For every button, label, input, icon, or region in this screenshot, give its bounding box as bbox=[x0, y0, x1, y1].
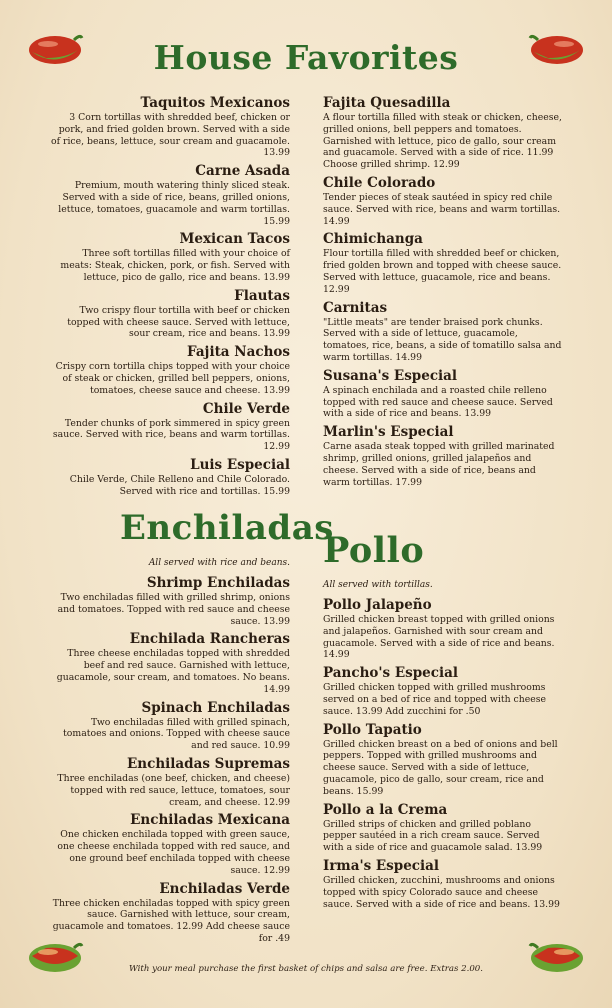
item-name: Luis Especial bbox=[190, 456, 290, 473]
item-desc: Grilled strips of chicken and grilled poblano pepper sautéed in a rich cream sauce. Served with a side of rice and guacamole salad. 13.99 bbox=[323, 818, 543, 854]
item-name: Carne Asada bbox=[195, 163, 290, 180]
house-favorites-left-column bbox=[50, 95, 290, 502]
menu-item bbox=[50, 631, 290, 695]
menu-item bbox=[50, 457, 290, 498]
menu-item bbox=[323, 597, 563, 661]
menu-item bbox=[50, 95, 290, 159]
item-desc: Three chicken enchiladas topped with spicy green sauce. Garnished with lettuce, sour cream, guacamole and tomatoes. 12.99 Add cheese sauce for .49 bbox=[52, 897, 290, 944]
item-name: Fajita Quesadilla bbox=[323, 95, 451, 111]
item-desc: Premium, mouth watering thinly sliced steak. Served with a side of rice, beans, grilled onions, lettuce, tomatoes, guacamole and warm tortillas. 15.99 bbox=[58, 180, 290, 227]
item-name: Flautas bbox=[234, 287, 290, 304]
item-name: Chimichanga bbox=[323, 231, 423, 248]
item-name: Susana's Especial bbox=[323, 367, 458, 384]
enchiladas-title: Enchiladas bbox=[120, 508, 334, 548]
house-favorites-right-column bbox=[323, 95, 563, 492]
item-name: Enchiladas Mexicana bbox=[130, 812, 290, 829]
item-name: Pancho's Especial bbox=[323, 665, 458, 682]
item-name: Taquitos Mexicanos bbox=[140, 95, 290, 111]
menu-item bbox=[323, 95, 563, 171]
item-desc: One chicken enchilada topped with green sauce, one cheese enchilada topped with red sauce, and one ground beef enchilada topped with cheese sauce. 12.99 bbox=[57, 829, 290, 876]
house-favorites-title: House Favorites bbox=[153, 38, 459, 77]
pollo-title: Pollo bbox=[323, 530, 425, 571]
item-desc: Two crispy flour tortilla with beef or chicken topped with cheese sauce. Served with lettuce, sour cream, rice and beans. 13.99 bbox=[67, 304, 290, 340]
item-desc: Carne asada steak topped with grilled marinated shrimp, grilled onions, grilled jalapeños and cheese. Served with a side of rice, beans and warm tortillas. 17.99 bbox=[323, 441, 555, 488]
menu-item bbox=[323, 300, 563, 364]
item-name: Fajita Nachos bbox=[186, 344, 290, 361]
item-name: Enchiladas Supremas bbox=[127, 755, 290, 772]
item-name: Carnitas bbox=[323, 299, 388, 316]
item-desc: Grilled chicken breast on a bed of onions and bell peppers. Topped with grilled mushrooms and cheese sauce. Served with a side of lettuce, guacamole, pico de gallo, sour cream, rice and beans. 15.99 bbox=[323, 738, 558, 797]
item-desc: Two enchiladas filled with grilled shrimp, onions and tomatoes. Topped with red sauce and cheese sauce. 13.99 bbox=[57, 592, 290, 627]
menu-item bbox=[50, 756, 290, 808]
item-desc: Crispy corn tortilla chips topped with your choice of steak or chicken, grilled bell peppers, onions, tomatoes, cheese sauce and cheese. 13.99 bbox=[55, 361, 290, 396]
menu-item bbox=[50, 344, 290, 396]
menu-item bbox=[323, 858, 563, 910]
item-name: Chile Colorado bbox=[323, 174, 436, 191]
item-name: Enchiladas Verde bbox=[159, 880, 290, 897]
item-desc: Two enchiladas filled with grilled spinach, tomatoes and onions. Topped with cheese sauce and red sauce. 10.99 bbox=[63, 716, 290, 752]
item-desc: 3 Corn tortillas with shredded beef, chicken or pork, and fried golden brown. Served with a side of rice, beans, lettuce, sour cream and guacamole. 13.99 bbox=[51, 112, 290, 159]
item-desc: A spinach enchilada and a roasted chile relleno topped with red sauce and cheese sauce. Served with a side of rice and beans. 13.99 bbox=[323, 384, 553, 420]
menu-item bbox=[50, 881, 290, 945]
menu-item bbox=[50, 401, 290, 453]
item-name: Marlin's Especial bbox=[323, 424, 454, 441]
menu-item bbox=[323, 424, 563, 488]
item-desc: Three cheese enchiladas topped with shredded beef and red sauce. Garnished with lettuce, guacamole, sour cream, and tomatoes. No beans. 14.99 bbox=[56, 648, 290, 695]
item-desc: Tender chunks of pork simmered in spicy green sauce. Served with rice, beans and warm tortillas. 12.99 bbox=[52, 417, 290, 453]
item-name: Pollo Jalapeño bbox=[323, 597, 432, 613]
item-desc: Chile Verde, Chile Relleno and Chile Colorado. Served with rice and tortillas. 15.99 bbox=[69, 473, 290, 497]
menu-item bbox=[323, 231, 563, 295]
item-name: Shrimp Enchiladas bbox=[146, 575, 290, 591]
menu-item bbox=[323, 368, 563, 420]
menu-item bbox=[50, 163, 290, 227]
menu-item bbox=[323, 175, 563, 227]
section-note: All served with rice and beans. bbox=[148, 558, 290, 568]
menu-item bbox=[50, 288, 290, 340]
menu-item bbox=[50, 231, 290, 283]
item-desc: Grilled chicken breast topped with grilled onions and jalapeños. Garnished with sour cream and guacamole. Served with a side of rice and beans. 14.99 bbox=[323, 614, 555, 661]
item-desc: Tender pieces of steak sautéed in spicy red chile sauce. Served with rice, beans and warm tortillas. 14.99 bbox=[323, 191, 561, 227]
section-note: All served with tortillas. bbox=[323, 580, 433, 590]
item-name: Pollo Tapatio bbox=[323, 721, 422, 738]
menu-item bbox=[323, 722, 563, 798]
menu-item bbox=[323, 665, 563, 717]
item-desc: "Little meats" are tender braised pork chunks. Served with a side of lettuce, guacamole, tomatoes, rice, beans, a side of tomatillo salsa and warm tortillas. 14.99 bbox=[323, 316, 562, 363]
pollo-column bbox=[323, 576, 563, 914]
menu-item bbox=[50, 575, 290, 627]
menu-item bbox=[50, 700, 290, 752]
item-desc: Grilled chicken, zucchini, mushrooms and onions topped with spicy Colorado sauce and cheese sauce. Served with a side of rice and beans. 13.99 bbox=[323, 874, 560, 910]
item-name: Pollo a la Crema bbox=[323, 801, 448, 818]
item-name: Irma's Especial bbox=[323, 857, 440, 874]
item-desc: Grilled chicken topped with grilled mushrooms served on a bed of rice and topped with cheese sauce. 13.99 Add zucchini for .50 bbox=[323, 682, 547, 717]
item-name: Spinach Enchiladas bbox=[141, 699, 290, 716]
enchiladas-column bbox=[50, 554, 290, 949]
menu-item bbox=[50, 812, 290, 876]
item-desc: Flour tortilla filled with shredded beef or chicken, fried golden brown and topped with cheese sauce. Served with lettuce, guacamole, rice and beans. 12.99 bbox=[323, 248, 562, 295]
footer-note: With your meal purchase the first basket of chips and salsa are free. Extras 2.00. bbox=[128, 964, 484, 974]
item-desc: A flour tortilla filled with steak or chicken, cheese, grilled onions, bell peppers and tomatoes. Garnished with lettuce, pico de gallo, sour cream and guacamole. Served with a side of rice. 11.99 Choose grilled shrimp. 12.99 bbox=[323, 112, 562, 171]
item-name: Chile Verde bbox=[202, 400, 290, 417]
menu-item bbox=[323, 802, 563, 854]
item-desc: Three soft tortillas filled with your choice of meats: Steak, chicken, pork, or fish. Served with lettuce, pico de gallo, rice and beans. 13.99 bbox=[60, 248, 290, 283]
item-desc: Three enchiladas (one beef, chicken, and cheese) topped with red sauce, lettuce, tomatoes, sour cream, and cheese. 12.99 bbox=[57, 772, 290, 808]
item-name: Mexican Tacos bbox=[179, 231, 290, 248]
item-name: Enchilada Rancheras bbox=[129, 631, 290, 648]
